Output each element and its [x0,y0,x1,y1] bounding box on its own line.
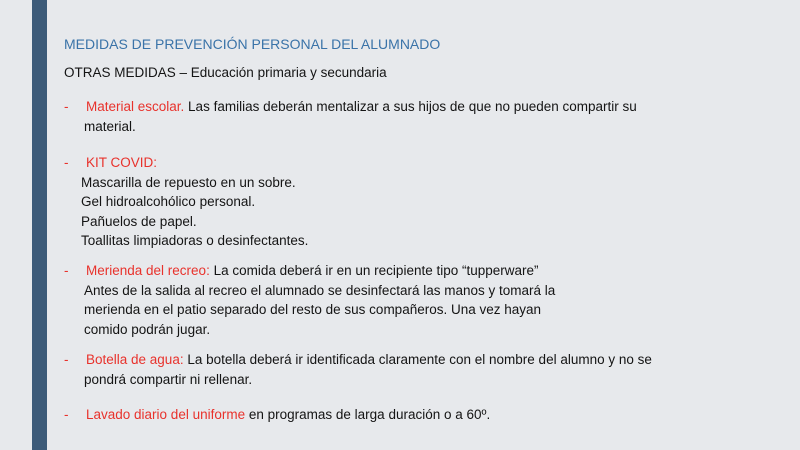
kit-item: Gel hidroalcohólico personal. [81,194,256,209]
measure-item-material-escolar [64,97,744,136]
slide-content [64,0,784,450]
measure-item-lavado-uniforme [64,405,744,425]
slide-subtitle: OTRAS MEDIDAS – Educación primaria y secundaria [64,65,387,80]
measure-line [86,261,744,281]
kit-item: Mascarilla de repuesto en un sobre. [81,174,296,190]
bullet-dash: - [64,407,69,422]
kit-item: Toallitas limpiadoras o desinfectantes. [81,233,309,248]
bullet-dash: - [64,99,69,114]
measure-continuation: material. [84,118,136,134]
measure-line [86,350,744,370]
measure-text: La botella deberá ir identificada claramente con el nombre del alumno y no se [183,352,652,367]
measure-highlight: Lavado diario del uniforme [86,407,246,422]
measure-text: Las familias deberán mentalizar a sus hijos de que no pueden compartir su [184,99,637,114]
measure-highlight: KIT COVID: [86,155,158,170]
measure-item-botella [64,350,744,389]
bullet-dash: - [64,352,69,367]
left-accent-bar [32,0,47,450]
slide-title: MEDIDAS DE PREVENCIÓN PERSONAL DEL ALUMNADO [64,36,441,52]
measure-text: en programas de larga duración o a 60º. [245,407,491,422]
bullet-dash: - [64,155,69,170]
bullet-dash: - [64,263,69,278]
measure-continuation: pondrá compartir ni rellenar. [84,371,253,387]
measure-continuation: comido podrán jugar. [84,321,211,337]
measure-item-kit-covid [64,153,744,251]
measure-item-merienda [64,261,744,339]
measure-highlight: Merienda del recreo: [86,263,210,278]
measure-continuation: merienda en el patio separado del resto de sus compañeros. Una vez hayan [84,302,542,317]
measure-continuation: Antes de la salida al recreo el alumnado se desinfectará las manos y tomará la [84,282,556,298]
measure-text: La comida deberá ir en un recipiente tipo “tupperware” [209,263,539,278]
kit-item: Pañuelos de papel. [81,213,197,229]
measure-highlight: Material escolar. [86,99,185,114]
measure-line [86,405,744,425]
measure-highlight: Botella de agua: [86,352,184,367]
measure-line [86,153,744,173]
measure-line [86,97,744,117]
